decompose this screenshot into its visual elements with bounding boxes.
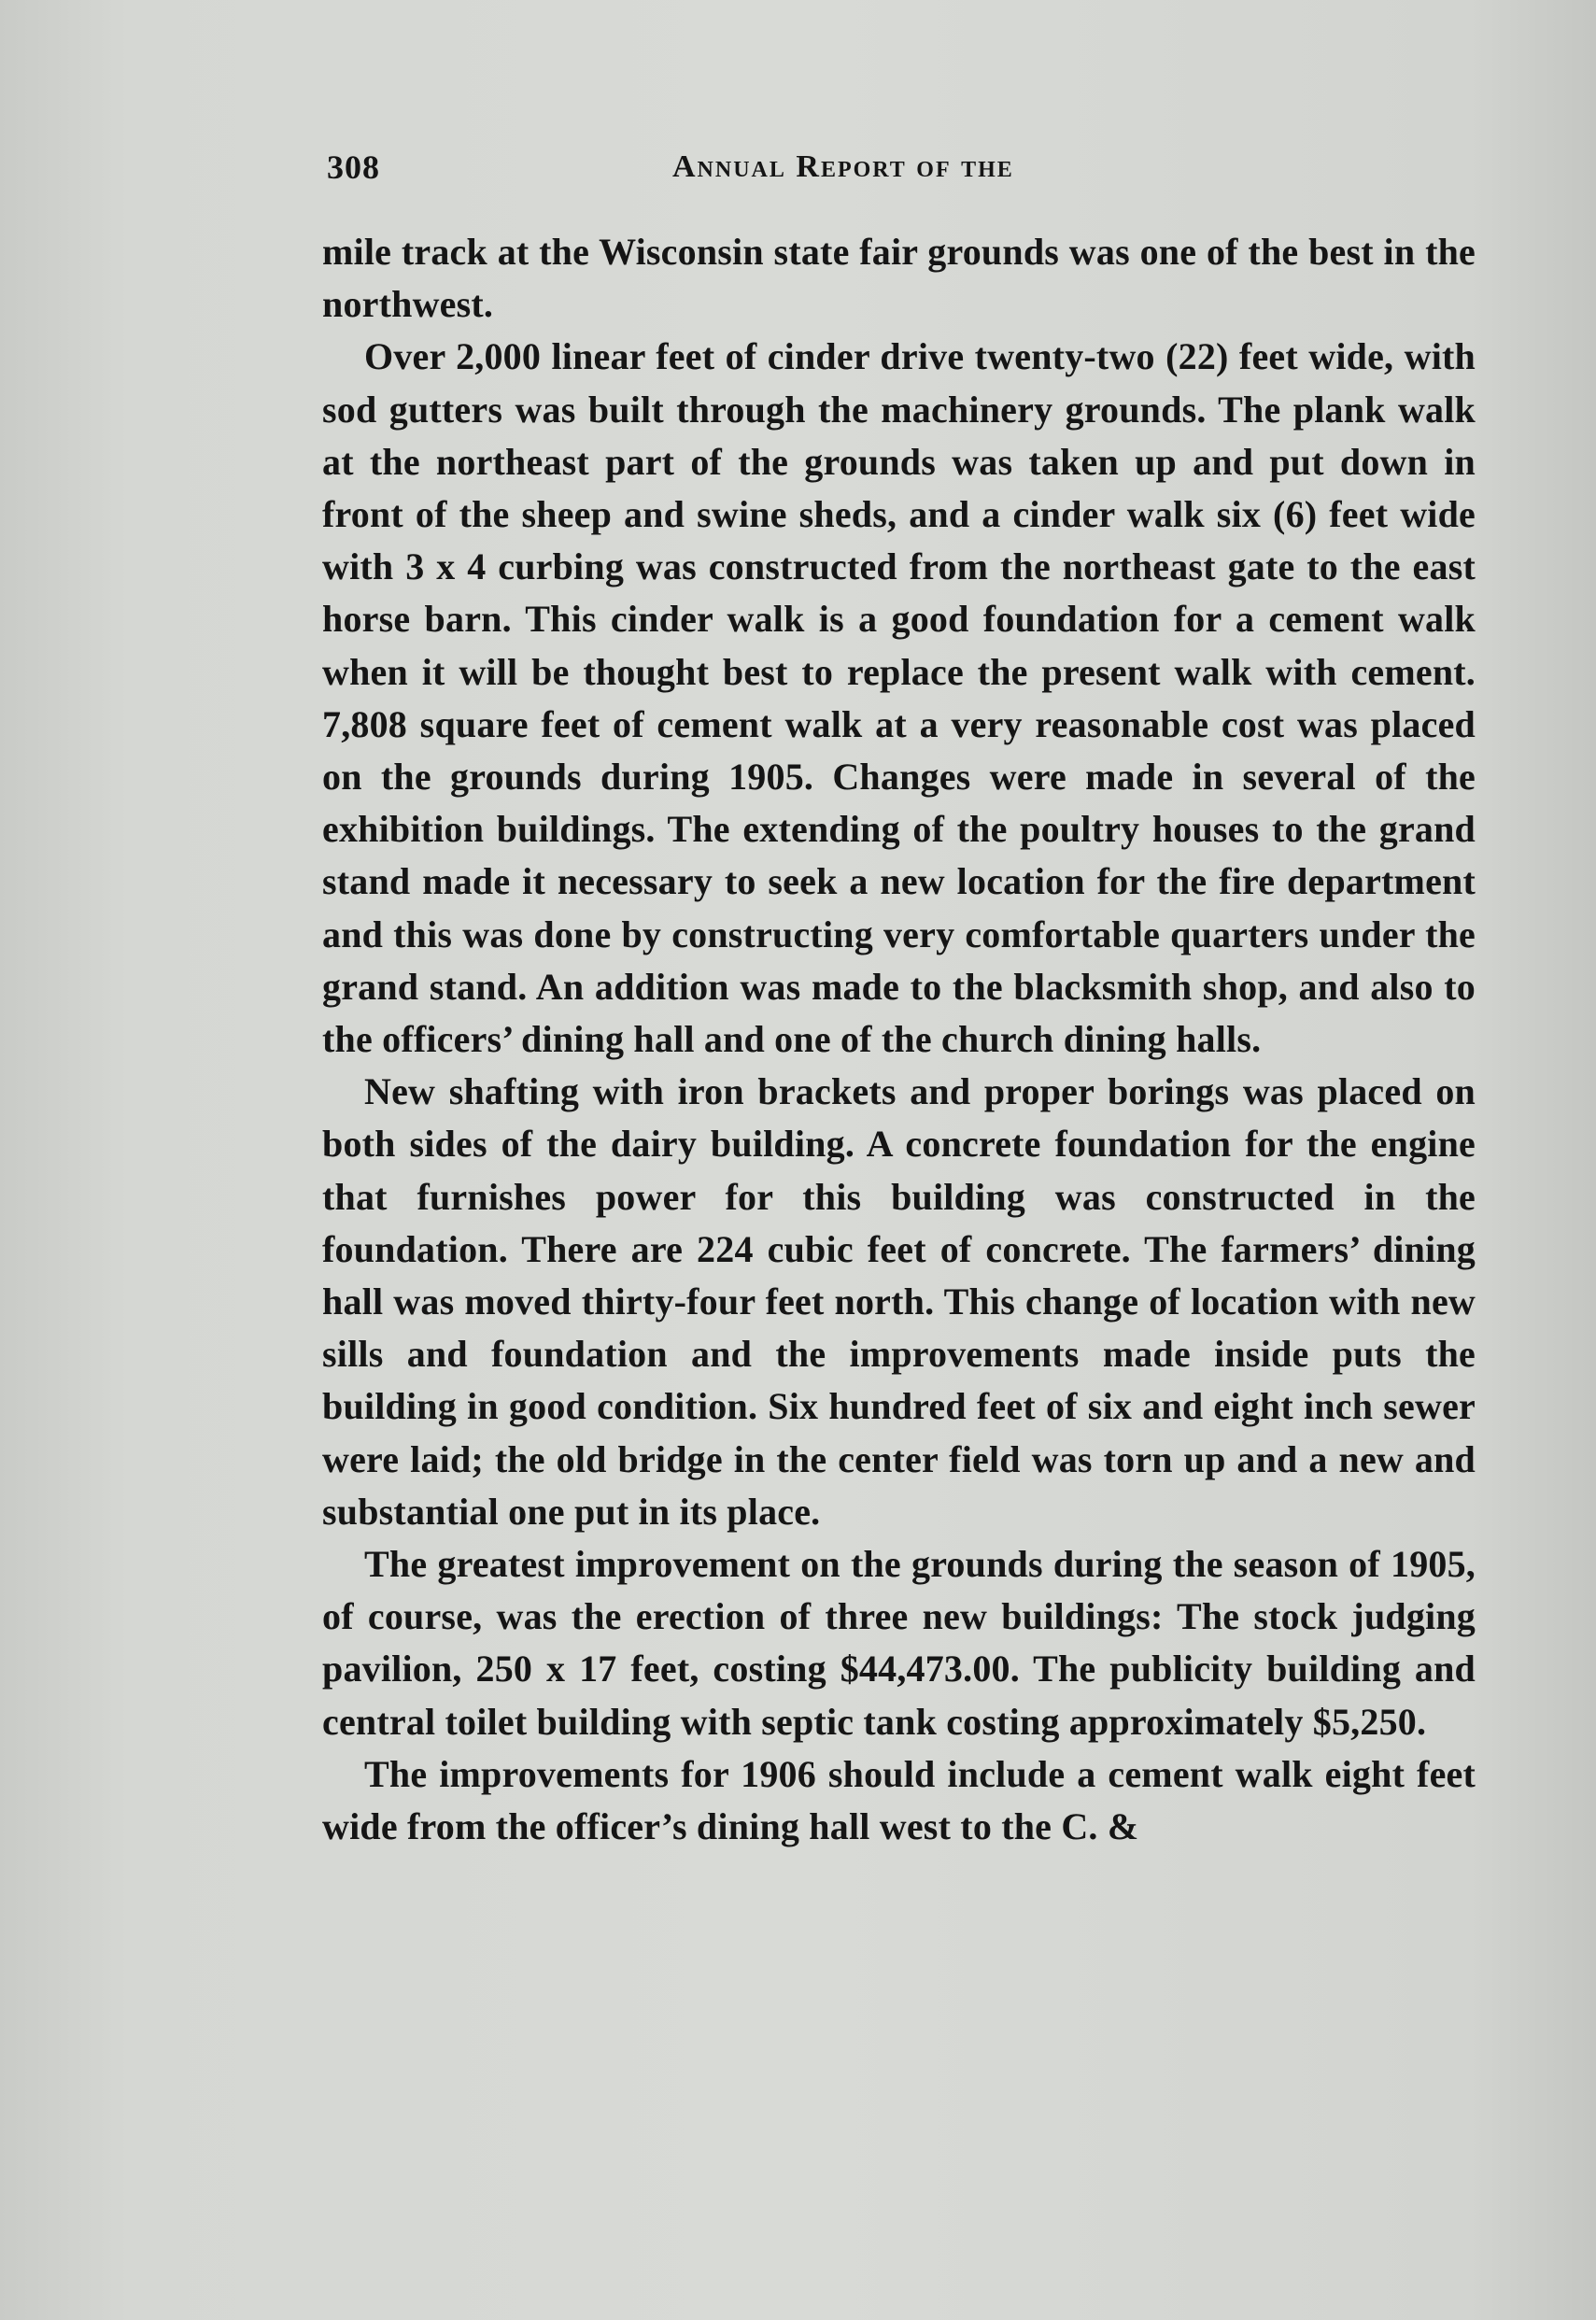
running-title: Annual Report of the bbox=[672, 149, 1014, 184]
paragraph-1: mile track at the Wisconsin state fair grounds was one of the best in the northwest. bbox=[322, 231, 1476, 326]
page-number: 308 bbox=[327, 149, 380, 186]
paragraph-5: The improvements for 1906 should include a cement walk eight feet wide from the officer’s dining hall west to the C. & bbox=[322, 1752, 1476, 1848]
page-header bbox=[327, 148, 1476, 194]
paragraph-4: The greatest improvement on the grounds during the season of 1905, of course, was the erection of three new buildings: The stock judging pavilion, 250 x 17 feet, costing $44,473.00. The publicity building and central toilet building with septic tank costing approximately $5,250. bbox=[322, 1543, 1476, 1743]
paragraph-2: Over 2,000 linear feet of cinder drive twenty-two (22) feet wide, with sod gutters was built through the machinery grounds. The plank walk at the northeast part of the grounds was taken up and put down in front of the sheep and swine sheds, and a cinder walk six (6) feet wide with 3 x 4 curbing was constructed from the northeast gate to the east horse barn. This cinder walk is a good foundation for a cement walk when it will be thought best to replace the present walk with cement. 7,808 square feet of cement walk at a very reasonable cost was placed on the grounds during 1905. Changes were made in several of the exhibition buildings. The extending of the poultry houses to the grand stand made it necessary to seek a new location for the fire department and this was done by constructing very comfortable quarters under the grand stand. An addition was made to the blacksmith shop, and also to the officers’ dining hall and one of the church dining halls. bbox=[322, 335, 1476, 1061]
paragraph-3: New shafting with iron brackets and proper borings was placed on both sides of the dairy building. A concrete foundation for the engine that furnishes power for this building was constructed in the foundation. There are 224 cubic feet of concrete. The farmers’ dining hall was moved thirty-four feet north. This change of location with new sills and foundation and the improvements made inside puts the building in good condition. Six hundred feet of six and eight inch sewer were laid; the old bridge in the center field was torn up and a new and substantial one put in its place. bbox=[322, 1070, 1476, 1533]
body-text bbox=[322, 226, 1476, 1853]
